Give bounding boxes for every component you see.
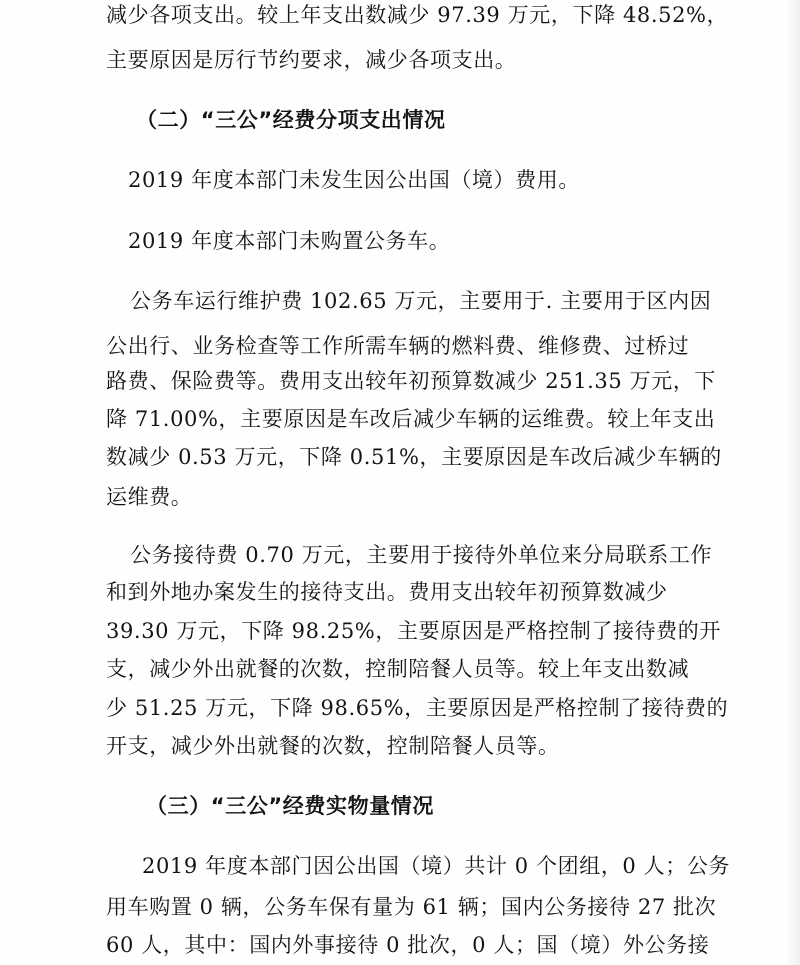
text-line: 数减少 0.53 万元，下降 0.51%，主要原因是车改后减少车辆的 [106,445,722,469]
scan-edge-shadow [786,0,800,965]
section-heading-three: （三）“三公”经费实物量情况 [146,794,435,818]
text-line: 39.30 万元，下降 98.25%，主要原因是严格控制了接待费的开 [106,619,721,643]
text-line: 运维费。 [106,485,193,509]
text-line: 少 51.25 万元，下降 98.65%，主要原因是严格控制了接待费的 [106,696,729,720]
text-line: 2019 年度本部门未发生因公出国（境）费用。 [128,168,580,192]
text-line: 公务接待费 0.70 万元，主要用于接待外单位来分局联系工作 [130,543,713,567]
text-line: 60 人，其中：国内外事接待 0 批次，0 人；国（境）外公务接 [106,933,710,957]
text-line: 2019 年度本部门因公出国（境）共计 0 个团组，0 人；公务 [142,854,731,878]
text-line: 主要原因是厉行节约要求，减少各项支出。 [106,48,517,72]
text-line: 开支，减少外出就餐的次数，控制陪餐人员等。 [106,734,560,758]
text-line: 公出行、业务检查等工作所需车辆的燃料费、维修费、过桥过 [106,334,690,358]
text-line: 路费、保险费等。费用支出较年初预算数减少 251.35 万元，下 [106,369,717,393]
text-line: 降 71.00%，主要原因是车改后减少车辆的运维费。较上年支出 [106,407,716,431]
text-line: 公务车运行维护费 102.65 万元，主要用于. 主要用于区内因 [130,289,712,313]
text-line: 减少各项支出。较上年支出数减少 97.39 万元，下降 48.52%， [106,3,729,27]
section-heading-two: （二）“三公”经费分项支出情况 [136,108,446,132]
text-line: 用车购置 0 辆，公务车保有量为 61 辆；国内公务接待 27 批次 [106,895,717,919]
text-line: 支，减少外出就餐的次数，控制陪餐人员等。较上年支出数减 [106,657,690,681]
text-line: 和到外地办案发生的接待支出。费用支出较年初预算数减少 [106,580,668,604]
text-line: 2019 年度本部门未购置公务车。 [128,229,451,253]
